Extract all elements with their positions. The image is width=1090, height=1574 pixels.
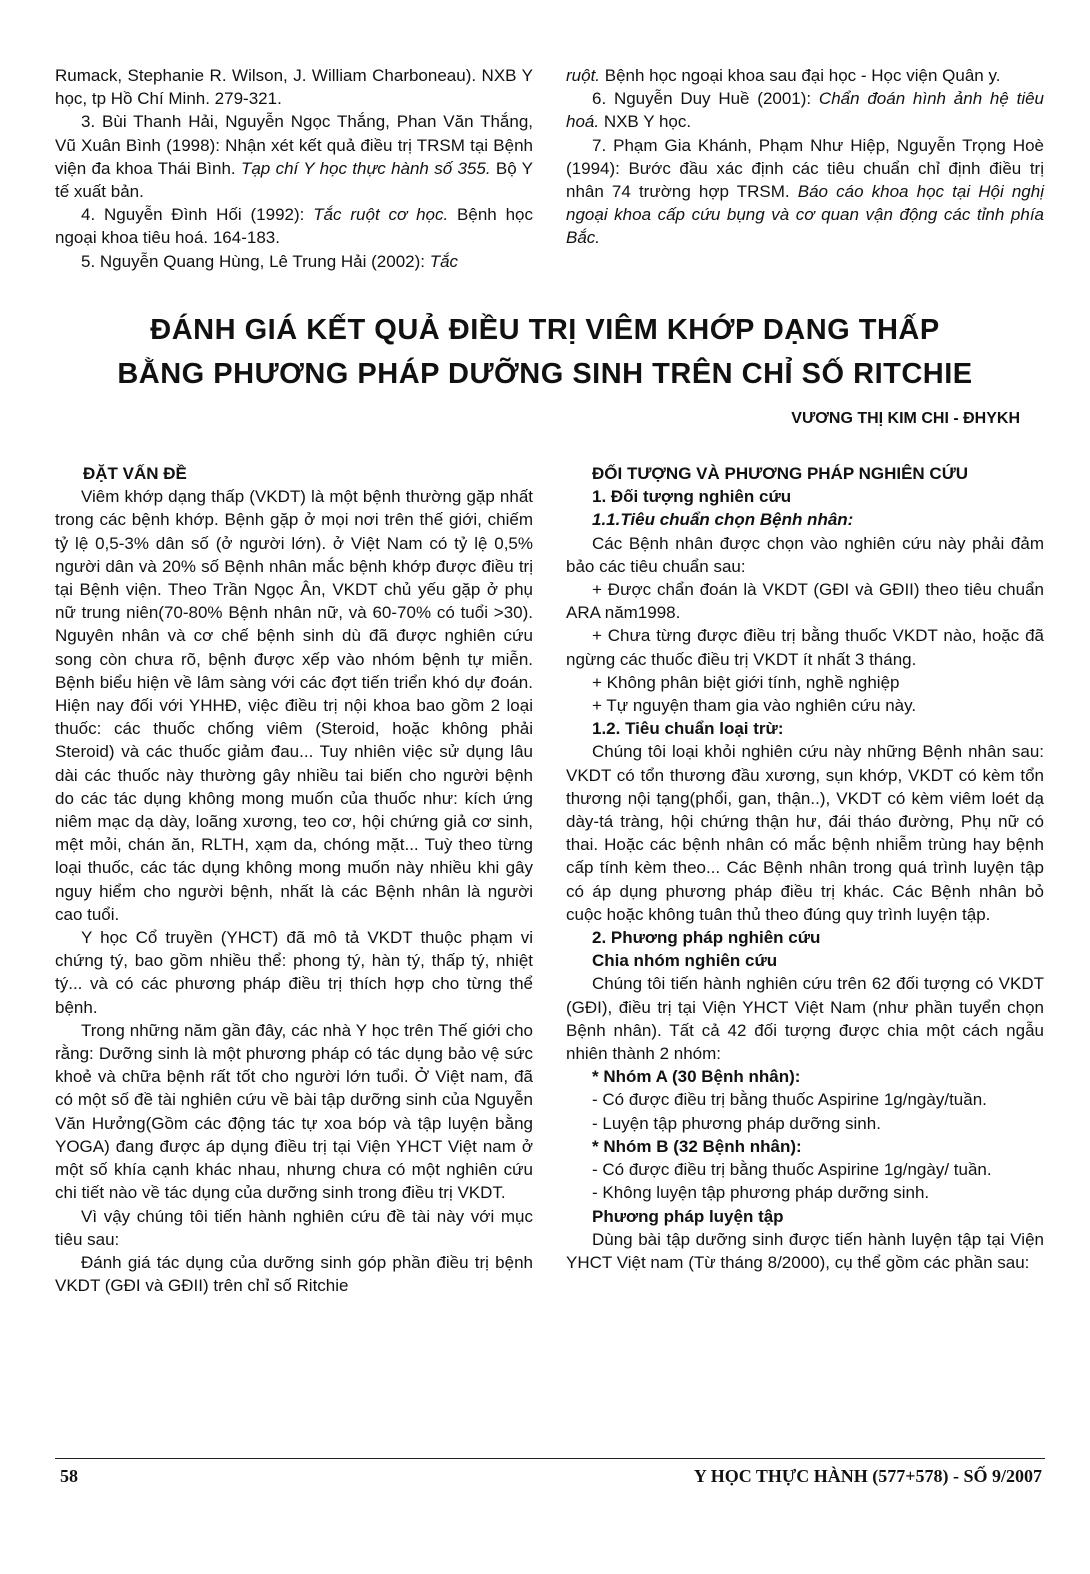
reference-text: 6. Nguyễn Duy Huề (2001): (592, 89, 819, 109)
reference-entry (55, 64, 533, 110)
list-item: - Có được điều trị bằng thuốc Aspirine 1g/ngày/tuần. (592, 1090, 987, 1110)
reference-entry (566, 64, 1044, 87)
list-item: - Không luyện tập phương pháp dưỡng sinh. (592, 1183, 930, 1203)
left-body-column (55, 462, 533, 1297)
reference-italic: Tạp chí Y học thực hành số 355. (240, 158, 491, 178)
reference-italic: Tắc ruột cơ học. (313, 205, 449, 225)
list-item: + Không phân biệt giới tính, nghề nghiệp (592, 672, 900, 692)
reference-text: 5. Nguyễn Quang Hùng, Lê Trung Hải (2002): (81, 251, 430, 271)
author-line: VƯƠNG THỊ KIM CHI - ĐHYKH (791, 410, 1020, 427)
paragraph: Trong những năm gần đây, các nhà Y học trên Thế giới cho rằng: Dưỡng sinh là một phương pháp có tác dụng bảo vệ sức khoẻ và chữa bệnh rất tốt cho người lớn tuổi. Ở Việt nam, đã có một số đề tài nghiên cứu về bài tập dưỡng sinh của Nguyễn Văn Hưởng(Gồm các động tác tự xoa bóp và tập luyện bằng YOGA) đang được áp dụng điều trị tại Viện YHCT Việt nam ở một số khía cạnh khác nhau, nhưng chưa có một nghiên cứu chi tiết nào về tác dụng của dưỡng sinh trong điều trị VKDT. (55, 1020, 533, 1203)
paragraph: Viêm khớp dạng thấp (VKDT) là một bệnh thường gặp nhất trong các bệnh khớp. Bệnh gặp ở mọi nơi trên thế giới, chiếm tỷ lệ 0,5-3% dân số (ở người lớn). ở Việt Nam có tỷ lệ 0,5% người dân và 20% số Bệnh nhân mắc bệnh khớp được điều trị tại Bệnh viện. Theo Trần Ngọc Ân, VKDT chủ yếu gặp ở phụ nữ trung niên(70-80% Bệnh nhân nữ, và 60-70% có tuổi >30). Nguyên nhân và cơ chế bệnh sinh dù đã được nghiên cứu song còn chưa rõ, bệnh được xếp vào nhóm bệnh tự miễn. Bệnh biểu hiện về lâm sàng với các đợt tiến triển khó dự đoán. Hiện nay đối với YHHĐ, việc điều trị nội khoa bao gồm 2 loại thuốc: các thuốc chống viêm (Steroid, hoặc không phải Steroid) và các thuốc giảm đau... Tuy nhiên việc sử dụng lâu dài các thuốc này thường gây nhiều tai biến cho người bệnh do các tác dụng không mong muốn của thuốc như: kích ứng niêm mạc dạ dày, loãng xương, teo cơ, hội chứng giả cơ sinh, mệt mỏi, chán ăn, RLTH, xạm da, chóng mặt... Tuỳ theo từng loại thuốc, các tác dụng không mong muốn này nhiều khi gây nguy hiểm cho người bệnh, nhất là các Bệnh nhân là người cao tuổi. (55, 487, 533, 924)
paragraph: Đánh giá tác dụng của dưỡng sinh góp phần điều trị bệnh VKDT (GĐI và GĐII) trên chỉ số Ritchie (55, 1252, 533, 1296)
reference-entry (55, 203, 533, 249)
article-title-line-2: BẰNG PHƯƠNG PHÁP DƯỠNG SINH TRÊN CHỈ SỐ RITCHIE (117, 358, 973, 390)
reference-tail: Bệnh học ngoại khoa sau đại học - Học viện Quân y. (600, 66, 1001, 85)
subheading: 2. Phương pháp nghiên cứu (592, 928, 821, 948)
reference-entry (55, 110, 533, 203)
list-item: - Có được điều trị bằng thuốc Aspirine 1g/ngày/ tuần. (592, 1160, 992, 1180)
reference-entry (55, 250, 533, 273)
reference-tail: Bộ Y tế xuất bản. (55, 158, 533, 202)
reference-italic: Tắc (429, 251, 459, 271)
paragraph: Y học Cổ truyền (YHCT) đã mô tả VKDT thuộc phạm vi chứng tý, bao gồm nhiều thể: phong tý, hàn tý, thấp tý, nhiệt tý... và có các phương pháp điều trị thích hợp cho từng thể bệnh. (55, 928, 533, 1017)
article-title-line-1: ĐÁNH GIÁ KẾT QUẢ ĐIỀU TRỊ VIÊM KHỚP DẠNG THẤP (150, 314, 940, 346)
subheading: 1.2. Tiêu chuẩn loại trừ: (592, 719, 784, 739)
section-heading-methods: ĐỐI TƯỢNG VÀ PHƯƠNG PHÁP NGHIÊN CỨU (592, 464, 969, 483)
references-right (566, 64, 1044, 250)
paragraph: Chúng tôi tiến hành nghiên cứu trên 62 đối tượng có VKDT (GĐI), điều trị tại Viện YHCT Việt Nam (như phần tuyển chọn Bệnh nhân). Tất cả 42 đối tượng được chia một cách ngẫu nhiên thành 2 nhóm: (566, 974, 1044, 1064)
group-heading: * Nhóm B (32 Bệnh nhân): (592, 1136, 802, 1156)
paragraph: Chúng tôi loại khỏi nghiên cứu này những Bệnh nhân sau: VKDT có tổn thương đầu xương, sụn khớp, VKDT có kèm tổn thương nội tạng(phổi, gan, thận..), VKDT có kèm viêm loét dạ dày-tá tràng, hội chứng thận hư, đái tháo đường, Phụ nữ có thai. Hoặc các bệnh nhân có mắc bệnh nhiễm trùng hay bệnh cấp tính kèm theo... Các Bệnh nhân trong quá trình luyện tập có áp dụng phương pháp điều trị khác. Các Bệnh nhân bỏ cuộc hoặc không tuân thủ theo đúng quy trình luyện tập. (566, 742, 1044, 924)
references-left (55, 64, 533, 273)
paragraph: Vì vậy chúng tôi tiến hành nghiên cứu đề tài này với mục tiêu sau: (55, 1206, 533, 1249)
list-item: + Tự nguyện tham gia vào nghiên cứu này. (592, 696, 917, 716)
subheading: 1. Đối tượng nghiên cứu (592, 487, 792, 507)
paragraph: Các Bệnh nhân được chọn vào nghiên cứu này phải đảm bảo các tiêu chuẩn sau: (566, 533, 1044, 576)
subheading: Phương pháp luyện tập (592, 1206, 784, 1226)
reference-tail: NXB Y học. (599, 112, 692, 132)
reference-entry (566, 87, 1044, 133)
reference-text: 4. Nguyễn Đình Hối (1992): (81, 205, 314, 225)
group-heading: * Nhóm A (30 Bệnh nhân): (592, 1067, 801, 1087)
article-title (0, 308, 1090, 396)
footer-rule (55, 1458, 1045, 1459)
reference-entry (566, 134, 1044, 250)
list-item: + Chưa từng được điều trị bằng thuốc VKDT nào, hoặc đã ngừng các thuốc điều trị VKDT ít nhất 3 tháng. (566, 626, 1044, 669)
journal-footer: Y HỌC THỰC HÀNH (577+578) - SỐ 9/2007 (693, 1466, 1042, 1486)
list-item: + Được chẩn đoán là VKDT (GĐI và GĐII) theo tiêu chuẩn ARA năm1998. (566, 580, 1044, 623)
reference-italic: ruột. (566, 66, 601, 85)
reference-text: 7. Phạm Gia Khánh, Phạm Như Hiệp, Nguyễn Trọng Hoè (1994): Bước đầu xác định các tiêu chuẩn chỉ định điều trị nhân 74 trường hợp TRSM. (566, 135, 1044, 202)
right-body-column (566, 462, 1044, 1274)
subheading: 1.1.Tiêu chuẩn chọn Bệnh nhân: (592, 510, 854, 530)
reference-italic: Báo cáo khoa học tại Hội nghị ngoại khoa cấp cứu bụng và cơ quan vận động các tỉnh phía Bắc. (566, 182, 1044, 248)
reference-tail: Bệnh học ngoại khoa tiêu hoá. 164-183. (55, 205, 534, 248)
subheading: Chia nhóm nghiên cứu (592, 951, 778, 971)
section-heading-introduction: ĐẶT VẤN ĐỀ (83, 464, 187, 483)
reference-text: 3. Bùi Thanh Hải, Nguyễn Ngọc Thắng, Phan Văn Thắng, Vũ Xuân Bình (1998): Nhận xét kết quả điều trị TRSM tại Bệnh viện đa khoa Thái Bình. (55, 112, 533, 178)
reference-italic: Chẩn đoán hình ảnh hệ tiêu hoá. (566, 89, 1045, 132)
reference-text: Rumack, Stephanie R. Wilson, J. William Charboneau). NXB Y học, tp Hồ Chí Minh. 279-321. (55, 66, 533, 109)
page-number: 58 (60, 1466, 78, 1486)
list-item: - Luyện tập phương pháp dưỡng sinh. (592, 1113, 881, 1133)
paragraph: Dùng bài tập dưỡng sinh được tiến hành luyện tập tại Viện YHCT Việt nam (Từ tháng 8/2000), cụ thể gồm các phần sau: (566, 1229, 1044, 1272)
